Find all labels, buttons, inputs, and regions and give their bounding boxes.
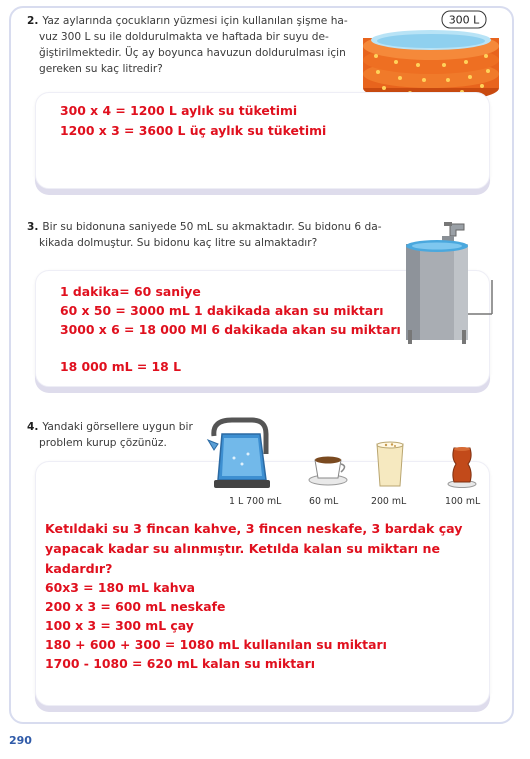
pool-volume-label: 300 L	[448, 13, 480, 27]
answer-box-2	[35, 92, 490, 189]
answer-4-line-5: 1700 - 1080 = 620 mL kalan su miktarı	[45, 656, 315, 671]
answer-4-problem: Ketıldaki su 3 fincan kahve, 3 fincen neskafe, 3 bardak çay yapacak kadar su alınmıştır. Ketılda kalan su miktarı ne kadardır?	[45, 521, 463, 576]
latte-volume-label: 200 mL	[371, 496, 407, 507]
question-2-number: 2.	[27, 15, 39, 27]
answer-4-line-2: 200 x 3 = 600 mL neskafe	[45, 599, 226, 614]
kettle-illustration	[204, 414, 282, 492]
latte-glass-illustration	[374, 440, 406, 488]
question-4-text: 4. Yandaki görsellere uygun bir problem kurup çözünüz.	[27, 421, 193, 449]
tea-volume-label: 100 mL	[445, 496, 481, 507]
answer-3-line-3: 3000 x 6 = 18 000 Ml 6 dakikada akan su miktarı	[60, 322, 401, 337]
answer-4-line-1: 60x3 = 180 mL kahva	[45, 580, 196, 595]
answer-3-line-2: 60 x 50 = 3000 mL 1 dakikada akan su miktarı	[60, 303, 384, 318]
answer-2-line-1: 300 x 4 = 1200 L aylık su tüketimi	[60, 103, 298, 118]
answer-4-line-4: 180 + 600 + 300 = 1080 mL kullanılan su miktarı	[45, 637, 387, 652]
answer-4-line-3: 100 x 3 = 300 mL çay	[45, 618, 194, 633]
answer-3-line-1: 1 dakika= 60 saniye	[60, 284, 201, 299]
tea-glass-illustration	[447, 444, 477, 488]
question-3-text: 3. Bir su bidonuna saniyede 50 mL su akmaktadır. Su bidonu 6 da- kikada dolmuştur. Su bidonu kaç litre su almaktadır?	[27, 221, 382, 249]
question-2-text: 2. Yaz aylarında çocukların yüzmesi için kullanılan şişme ha- vuz 300 L su ile doldurulmakta ve haftada bir suyu de- ğiştirilmektedir. Üç ay boyunca havuzun doldurulması için gereken su kaç litredir?	[27, 15, 348, 75]
kettle-volume-label: 1 L 700 mL	[229, 496, 282, 507]
coffee-cup-illustration	[308, 450, 348, 486]
page-number: 290	[9, 734, 32, 747]
water-tank-illustration	[398, 218, 498, 348]
coffee-volume-label: 60 mL	[309, 496, 339, 507]
answer-3-line-4: 18 000 mL = 18 L	[60, 359, 182, 374]
question-3-number: 3.	[27, 221, 39, 233]
answer-2-line-2: 1200 x 3 = 3600 L üç aylık su tüketimi	[60, 123, 327, 138]
question-4-number: 4.	[27, 421, 39, 433]
